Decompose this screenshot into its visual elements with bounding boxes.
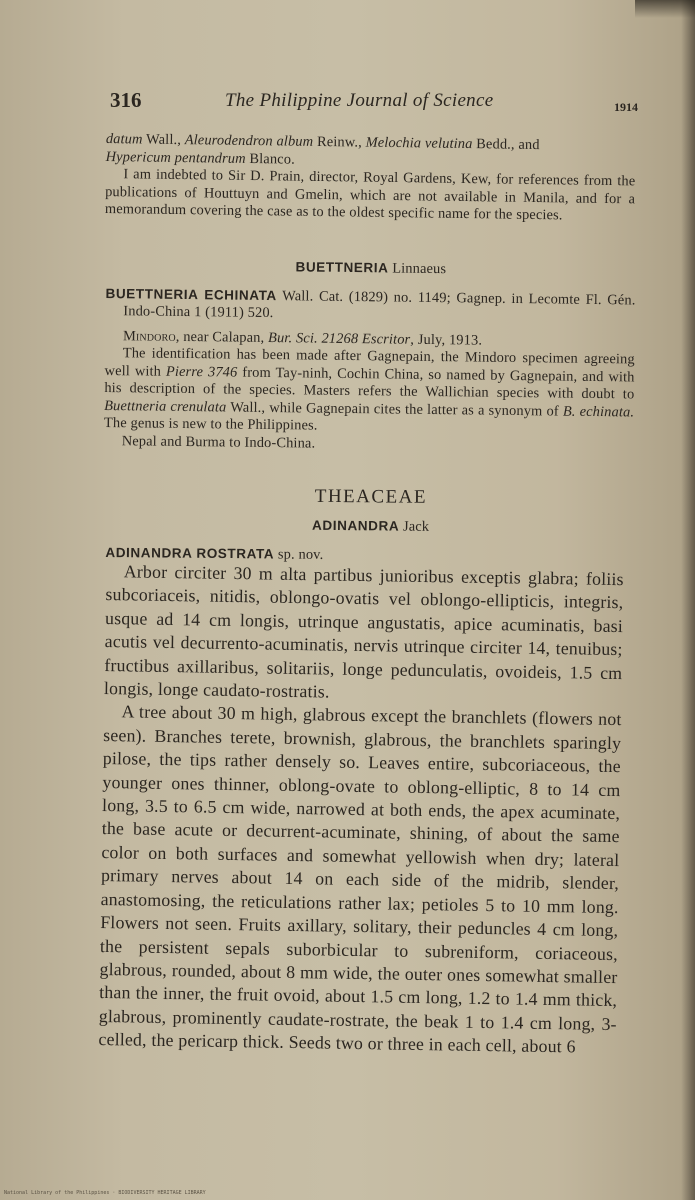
genus-author: Linnaeus bbox=[388, 260, 447, 278]
header-year: 1914 bbox=[614, 100, 638, 114]
acknowledgement-paragraph: I am indebted to Sir D. Prain, director, Royal Gardens, Kew, for references from the publications of Houttuyn and Gmelin, which are not available in Manila, and for a memorandum covering the case as to the oldest specific name for the species. bbox=[104, 166, 636, 224]
adinandra-genus-heading bbox=[106, 515, 636, 538]
note-text: The genus is new to the Philippines. bbox=[103, 414, 318, 434]
taxon-name: datum bbox=[105, 131, 143, 148]
taxon-name: Melochia velutina bbox=[365, 134, 473, 153]
species-name: ADINANDRA ROSTRATA bbox=[105, 544, 275, 561]
english-description: A tree about 30 m high, glabrous except the branchlets (flowers not seen). Branches terete, brownish, glabrous, the branchlets sparingly pilose, the tips rather densely so. Leaves entire, subcoriaceous, the younger ones thinner, oblong-ovate to oblong-elliptic, 8 to 14 cm long, 3.5 to 6.5 cm wide, narrowed at both ends, the apex acuminate, the base acute or decurrent-acuminate, shining, of about the same color on both surfaces and somewhat yellowish when dry; lateral primary nerves about 14 on each side of the midrib, slender, anastomosing, the reticulations rather lax; petioles 5 to 10 mm long. Flowers not seen. Fruits axillary, solitary, their peduncles 4 cm long, the persistent sepals suborbicular to subreniform, coriaceous, glabrous, rounded, about 8 mm wide, the outer ones somewhat smaller than the inner, the fruit ovoid, about 1.5 cm long, 1.2 to 1.4 mm thick, glabrous, prominently caudate-rostrate, the beak 1 to 1.4 cm long, 3-celled, the pericarp thick. Seeds two or three in each cell, about 6 bbox=[98, 701, 622, 1057]
specimen-locality-detail: , near Calapan, bbox=[175, 328, 269, 346]
buettneria-note bbox=[104, 345, 635, 439]
specimen-date: , July, 1913. bbox=[410, 331, 483, 349]
latin-description: Arbor circiter 30 m alta partibus junioribus exceptis glabra; foliis subcoriaceis, nitidis, oblongo-ovatis vel oblongo-ellipticis, integris, usque ad 14 cm longis, utrinque angustatis, apice acuminatis, basi acutis vel decurrento-acuminatis, nervis utrinque circiter 14, tenuibus; fructibus axillaribus, solitariis, longe pedunculatis, ovoideis, 1.5 cm longis, longe caudato-rostratis. bbox=[103, 561, 624, 702]
intro-block bbox=[105, 131, 636, 226]
author: Bedd., and bbox=[472, 136, 540, 154]
species-citation: Wall. Cat. (1829) no. 1149; Gagnep. in Lecomte Fl. Gén. Indo-China 1 (1911) 520. bbox=[123, 287, 636, 322]
digitization-footer: National Library of the Philippines · BIODIVERSITY HERITAGE LIBRARY bbox=[4, 1190, 206, 1196]
theaceae-headings bbox=[105, 484, 636, 567]
note-text: The identification has been made after Gagnepain, the Mindoro specimen agreeing well with bbox=[104, 345, 635, 380]
taxon-name: Buettneria crenulata bbox=[104, 397, 227, 415]
note-text: Wall., while Gagnepain cites the latter as a synonym of bbox=[226, 398, 563, 420]
adinandra-descriptions bbox=[98, 560, 624, 1060]
buettneria-distribution: Nepal and Burma to Indo-China. bbox=[121, 432, 316, 452]
journal-title: The Philippine Journal of Science bbox=[225, 90, 494, 111]
author: Wall., bbox=[142, 131, 185, 149]
page-edge-shadow bbox=[681, 0, 695, 1200]
page-number: 316 bbox=[110, 88, 142, 112]
author: Blanco. bbox=[245, 150, 296, 168]
taxon-name: Aleurodendron album bbox=[184, 132, 314, 150]
species-name: BUETTNERIA ECHINATA bbox=[105, 285, 277, 303]
specimen-reference: Bur. Sci. 21268 Escritor bbox=[267, 329, 411, 348]
genus-name: ADINANDRA bbox=[312, 517, 400, 534]
species-status: sp. nov. bbox=[274, 545, 324, 563]
note-text: from Tay-ninh, Cochin China, so named by Gagnepain, and with his description of the species. Masters refers the Wallichian species with doubt to bbox=[104, 364, 635, 403]
specimen-locality: Mindoro bbox=[122, 327, 176, 345]
collector-number: Pierre 3746 bbox=[165, 363, 238, 381]
buettneria-species-entry bbox=[105, 284, 635, 326]
taxon-name: B. echinata. bbox=[562, 403, 635, 420]
buettneria-section bbox=[104, 256, 636, 456]
genus-author: Jack bbox=[399, 518, 430, 535]
taxon-name: Hypericum pentandrum bbox=[105, 148, 246, 167]
genus-name: BUETTNERIA bbox=[295, 259, 389, 276]
page-corner-shadow bbox=[635, 0, 695, 18]
author: Reinw., bbox=[313, 133, 366, 151]
running-header bbox=[110, 88, 638, 118]
family-heading: THEACEAE bbox=[314, 485, 428, 508]
